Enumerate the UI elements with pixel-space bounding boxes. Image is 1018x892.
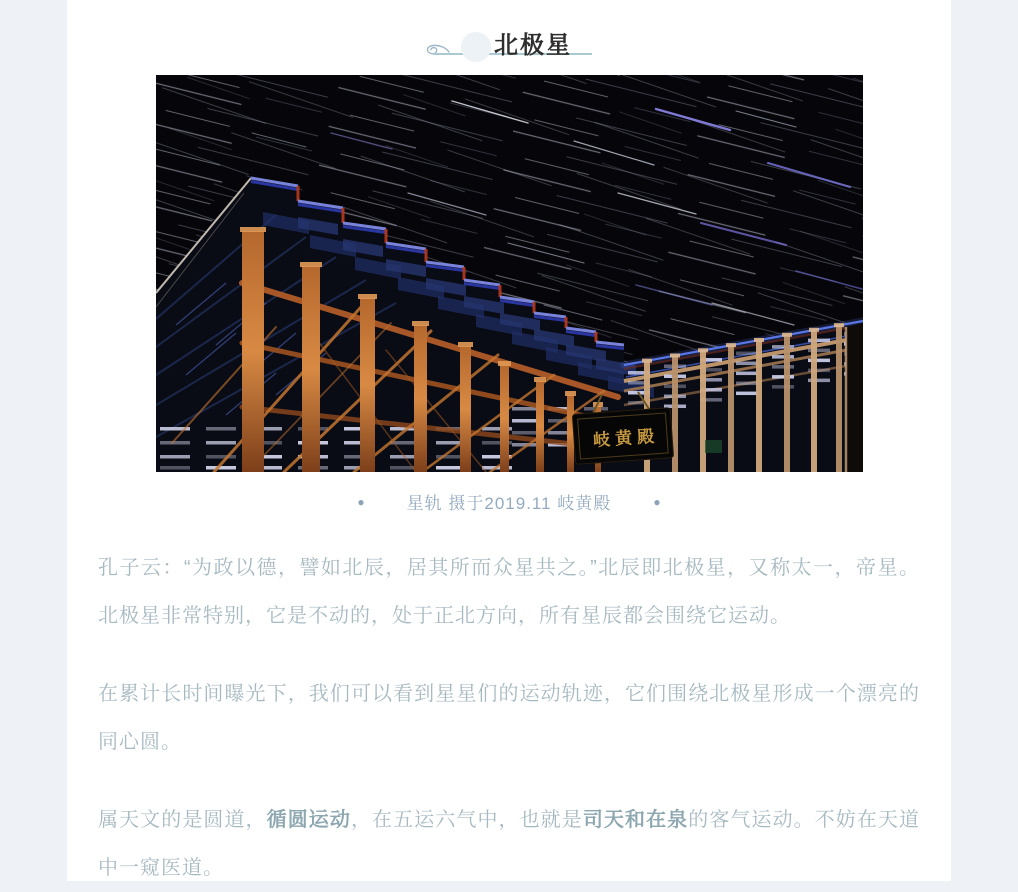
photo-container [156, 75, 863, 472]
plaque-text: 岐黄殿 [592, 426, 660, 451]
page-title: 北极星 [494, 32, 572, 59]
article-header [98, 26, 920, 62]
title-decoration [424, 26, 594, 62]
caption-text: 星轨 摄于2019.11 岐黄殿 [406, 494, 612, 513]
caption-dot-left: ● [357, 494, 365, 509]
paragraph: 在累计长时间曝光下，我们可以看到星星们的运动轨迹，它们围绕北极星形成一个漂亮的同心圆。 [98, 683, 920, 753]
star-trails-photo[interactable] [156, 75, 863, 472]
article-body [98, 544, 920, 892]
paragraph: 孔子云：“为政以德，譬如北辰，居其所而众星共之。”北辰即北极星，又称太一，帝星。北极星非常特别，它是不动的，处于正北方向，所有星辰都会围绕它运动。 [98, 557, 920, 627]
caption-dot-right: ● [653, 494, 661, 509]
article-card [67, 0, 951, 881]
photo-caption [98, 489, 920, 514]
paragraph: 属天文的是圆道，循圆运动，在五运六气中，也就是司天和在泉的客气运动。不妨在天道中一窥医道。 [98, 809, 921, 879]
decorative-circle [461, 32, 491, 62]
